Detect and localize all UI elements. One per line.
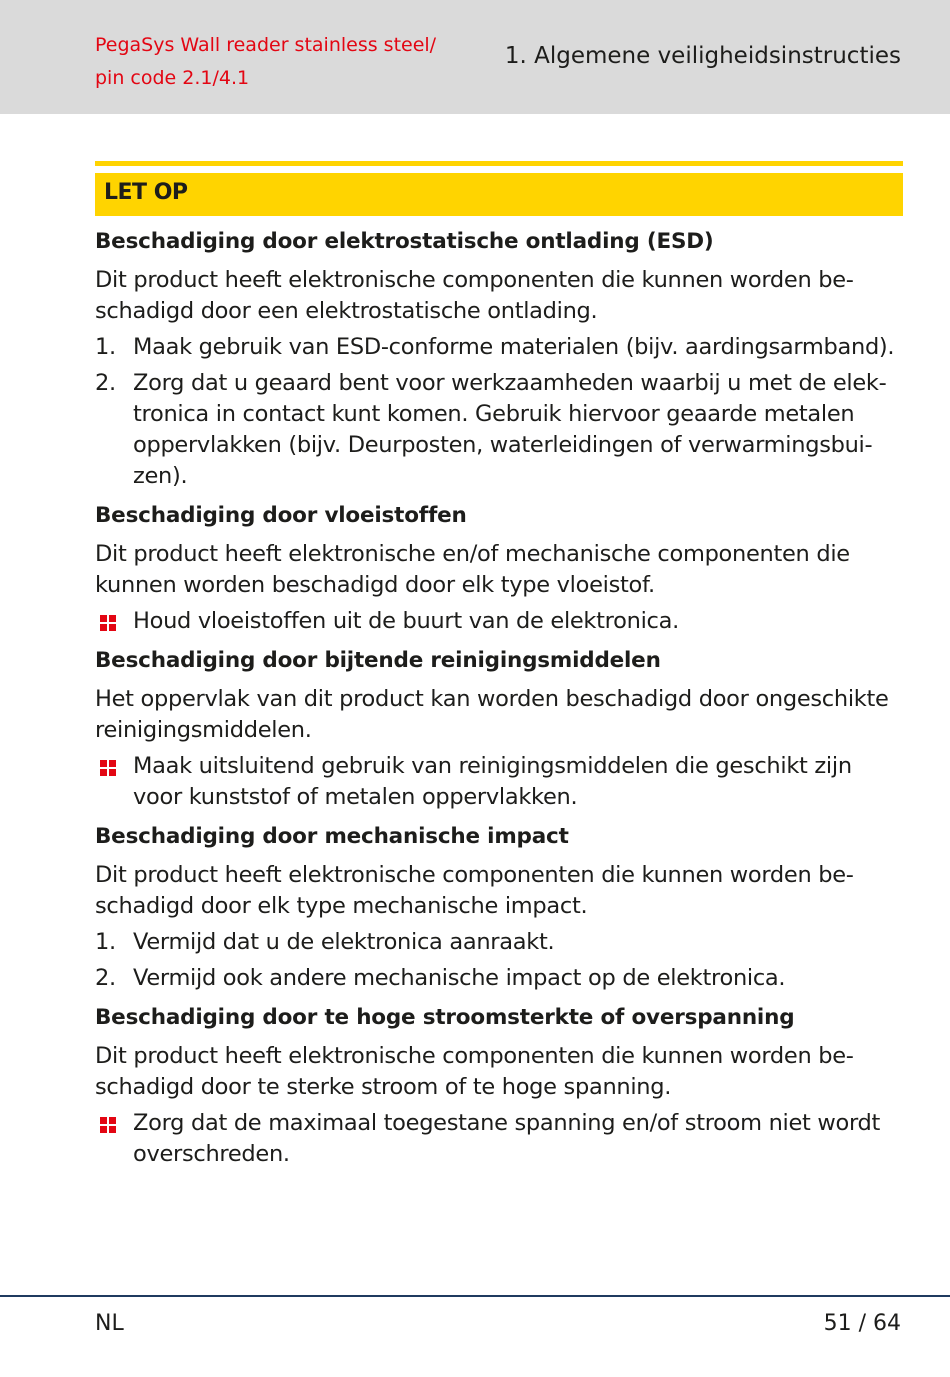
section-intro-impact: Dit product heeft elektronische componenten die kunnen worden beschadigd door elk type mechanische impact. (95, 862, 854, 919)
section-title-liquids: Beschadiging door vloeistoffen (95, 503, 467, 528)
step-number: 1. (95, 929, 116, 955)
bullet-item (95, 606, 905, 637)
footer-language: NL (95, 1311, 124, 1336)
warning-banner (95, 173, 903, 216)
footer-rule (0, 1295, 950, 1297)
numbered-step (95, 927, 905, 958)
section-intro-overvoltage: Dit product heeft elektronische componenten die kunnen worden beschadigd door te sterke stroom of te hoge spanning. (95, 1043, 854, 1100)
step-text: Vermijd dat u de elektronica aanraakt. (133, 929, 555, 955)
red-square-bullet-icon (100, 1117, 116, 1133)
section-intro-esd: Dit product heeft elektronische componenten die kunnen worden beschadigd door een elektrostatische ontlading. (95, 267, 854, 324)
numbered-step (95, 963, 905, 994)
warning-top-rule (95, 161, 903, 166)
step-number: 2. (95, 370, 116, 396)
bullet-item (95, 751, 905, 813)
step-number: 1. (95, 334, 116, 360)
page-header (0, 0, 950, 114)
notice-content (95, 224, 905, 1175)
step-text: Vermijd ook andere mechanische impact op de elektronica. (133, 965, 786, 991)
numbered-step (95, 368, 905, 492)
section-title-cleaning: Beschadiging door bijtende reinigingsmiddelen (95, 648, 661, 673)
section-intro-liquids: Dit product heeft elektronische en/of mechanische componenten die kunnen worden beschadigd door elk type vloeistof. (95, 541, 850, 598)
red-square-bullet-icon (100, 760, 116, 776)
warning-label: LET OP (104, 180, 188, 205)
red-square-bullet-icon (100, 615, 116, 631)
numbered-step (95, 332, 905, 363)
product-name-line1: PegaSys Wall reader stainless steel/ (95, 34, 437, 56)
product-name (95, 29, 436, 95)
product-name-line2: pin code 2.1/4.1 (95, 67, 250, 89)
bullet-text: Houd vloeistoffen uit de buurt van de elektronica. (133, 608, 679, 634)
section-intro-cleaning: Het oppervlak van dit product kan worden beschadigd door ongeschikte reinigingsmiddelen. (95, 686, 889, 743)
section-title-overvoltage: Beschadiging door te hoge stroomsterkte of overspanning (95, 1005, 795, 1030)
bullet-text: Maak uitsluitend gebruik van reinigingsmiddelen die geschikt zijn voor kunststof of metalen oppervlakken. (133, 753, 852, 810)
step-number: 2. (95, 965, 116, 991)
step-text: Maak gebruik van ESD-conforme materialen (bijv. aardingsarmband). (133, 334, 895, 360)
page-number: 51 / 64 (823, 1311, 901, 1336)
step-text: Zorg dat u geaard bent voor werkzaamheden waarbij u met de elektronica in contact kunt komen. Gebruik hiervoor geaarde metalen oppervlakken (bijv. Deurposten, waterleidingen of verwarmingsbuizen). (133, 370, 887, 489)
bullet-text: Zorg dat de maximaal toegestane spanning en/of stroom niet wordt overschreden. (133, 1110, 881, 1167)
section-title-impact: Beschadiging door mechanische impact (95, 824, 569, 849)
bullet-item (95, 1108, 905, 1170)
section-title-esd: Beschadiging door elektrostatische ontlading (ESD) (95, 229, 714, 254)
chapter-title: 1. Algemene veiligheidsinstructies (504, 43, 901, 69)
